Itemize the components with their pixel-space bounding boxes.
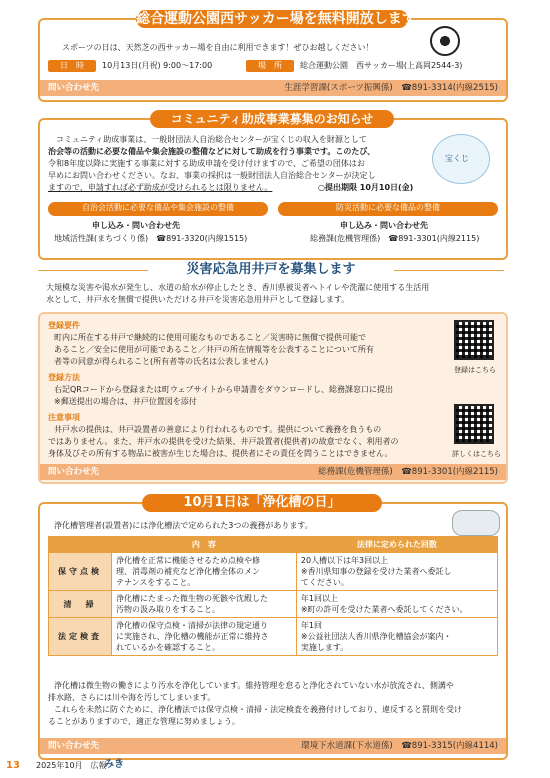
soccer-contact-bar: [40, 80, 506, 96]
septic-foot-3: これらを未然に防ぐために、浄化槽法では保守点検・清掃・法定検査を義務付けしており、違反すると罰則を受け: [54, 705, 462, 714]
issue-label: 2025年10月 広報: [36, 761, 107, 770]
row-content: [112, 618, 297, 656]
row-content-line: 浄化槽にたまった微生物の死骸や沈殿した: [116, 594, 268, 603]
septic-intro: 浄化槽管理者(設置者)には浄化槽法で定められた3つの義務があります。: [54, 521, 313, 530]
grant-para-5: ますので、申請すれば必ず助成が受けられるとは限りません。: [48, 183, 273, 192]
registration-qr-code[interactable]: [454, 320, 494, 360]
septic-banner: 10月1日は「浄化槽の日」: [142, 494, 382, 512]
req-line-3: 者等の同意が得られること(所有者等の氏名は公表しません): [54, 357, 269, 366]
grant-para-4: 早めにお問い合わせください。なお、事業の採択は一般財団法人自治総合センターが決定し: [48, 171, 376, 180]
brand-logo: みき: [104, 759, 124, 770]
row-count-line: ※町の許可を受けた業者へ委託してください。: [300, 605, 468, 614]
grant-left-contact: 地域活性課(まちづくり係) ☎891-3320(内線1515): [54, 234, 248, 243]
note-line-1: 井戸水の提供は、井戸設置者の善意により行われるものです。提供について義務を負うもの: [54, 425, 382, 434]
grant-para-1: コミュニティ助成事業は、一般財団法人自治総合センターが宝くじの収入を財源として: [56, 135, 367, 144]
septic-contact-label: 問い合わせ先: [48, 741, 100, 751]
note-line-3: 身体及びその所有する物品に被害が生じた場合は、提供者にその責任を問うことはできません。: [48, 449, 393, 458]
community-grant-section: [38, 118, 508, 260]
grant-right-contact: 総務課(危機管理係) ☎891-3301(内線2115): [310, 234, 480, 243]
well-banner-line-right: [394, 270, 504, 271]
row-count: [296, 591, 497, 618]
grant-para-3: 令和8年度以降に実施する事業に対する助成申請を受け付けますので、ご希望の団体はお: [48, 159, 365, 168]
mascot-illustration: [432, 134, 490, 184]
row-count-line: 20人槽以下は年3回以上: [300, 556, 389, 565]
well-banner: [38, 262, 504, 278]
grant-left-bar: 自治会活動に必要な備品や集会施設の整備: [48, 202, 268, 216]
row-head: 法定検査: [49, 618, 112, 656]
row-content-line: 浄化槽を正常に機能させるため点検や修: [116, 556, 260, 565]
row-content-line: に実施され、浄化槽の機能が正常に維持さ: [116, 632, 269, 641]
row-content: [112, 553, 297, 591]
qr2-caption: 詳しくはこちら: [452, 450, 501, 458]
place-value: 総合運動公園 西サッカー場(上高岡2544-3): [300, 61, 463, 70]
qr1-caption: 登録はこちら: [454, 366, 496, 374]
note-title: 注意事項: [48, 413, 80, 422]
row-count-line: ※公益社団法人香川県浄化槽協会が案内・: [300, 632, 452, 641]
grant-deadline: ○提出期限 10月10日(金): [318, 183, 414, 192]
septic-foot-1: 浄化槽は微生物の働きにより汚水を浄化しています。維持管理を怠ると浄化されていない水が放流され、側溝や: [54, 681, 454, 690]
septic-section: [38, 502, 508, 760]
row-content-line: 理、消毒剤の補充など浄化槽全体のメン: [116, 567, 260, 576]
table-row: [49, 591, 498, 618]
septic-tank-illustration: [452, 510, 500, 536]
method-title: 登録方法: [48, 373, 80, 382]
method-line-1: 右記QRコードから登録または町ウェブサイトから申請書をダウンロードし、総務課窓口に提出: [54, 385, 393, 394]
row-count-line: 年1回: [300, 621, 322, 630]
note-line-2: ではありません。また、井戸水の提供を受けた結果、井戸設置者(提供者)の故意でなく、利用者の: [48, 437, 399, 446]
row-content-line: 汚物の汲み取りをすること。: [116, 605, 220, 614]
req-line-2: あること／安全に使用が可能であること／井戸の所在情報等を公表することについて所有: [54, 345, 374, 354]
row-head: 保守点検: [49, 553, 112, 591]
well-intro-1: 大規模な災害や渇水が発生し、水道の給水が停止したとき、香川県被災者へトイレや洗濯に使用する生活用: [46, 283, 430, 292]
septic-contact-bar: [40, 738, 506, 754]
duty-header-count: 法律に定められた回数: [296, 537, 497, 553]
well-section: [38, 312, 508, 484]
row-count-line: ※香川県知事の登録を受けた業者へ委託し: [300, 567, 452, 576]
well-banner-title: 災害応急用井戸を募集します: [186, 262, 356, 277]
row-count-line: てください。: [300, 578, 349, 587]
grant-right-apply: 申し込み・問い合わせ先: [340, 221, 428, 230]
req-title: 登録要件: [48, 321, 80, 330]
page-number: 13: [6, 760, 20, 771]
date-value: 10月13日(月祝) 9:00～17:00: [102, 61, 213, 70]
contact-label: 問い合わせ先: [48, 83, 100, 93]
well-intro-2: 水として、井戸水を無償で提供いただける井戸を災害応急用井戸として登録します。: [46, 295, 350, 304]
well-contact-bar: [40, 464, 506, 480]
method-line-2: ※郵送提出の場合は、井戸位置図を添付: [54, 397, 197, 406]
details-qr-code[interactable]: [454, 404, 494, 444]
req-line-1: 町内に所在する井戸で継続的に使用可能なものであること／災害時に無償で提供可能で: [54, 333, 366, 342]
soccer-banner: 総合運動公園西サッカー場を無料開放します: [136, 11, 416, 27]
well-banner-line-left: [38, 270, 148, 271]
soccer-intro: スポーツの日は、天然芝の西サッカー場を自由に利用できます！ぜひお越しください！: [62, 43, 374, 52]
row-content-line: テナンスをすること。: [116, 578, 196, 587]
well-contact-value: 総務課(危機管理係) ☎891-3301(内線2115): [318, 467, 498, 477]
grant-para-2: 治会等の活動に必要な備品や集会施設の整備などに対して助成を行う事業です。このたび、: [48, 147, 376, 156]
septic-foot-2: 排水路、さらには川や海を汚してしまいます。: [48, 693, 216, 702]
row-count: [296, 553, 497, 591]
contact-value: 生涯学習課(スポーツ振興係) ☎891-3314(内線2515): [284, 83, 498, 93]
septic-foot-4: ることがありますので、適正な管理に努めましょう。: [48, 717, 240, 726]
duty-header-content: 内 容: [112, 537, 297, 553]
well-contact-label: 問い合わせ先: [48, 467, 100, 477]
row-content-line: 浄化槽の保守点検・清掃が法律の規定通り: [116, 621, 268, 630]
date-label: 日 時: [48, 60, 96, 72]
grant-left-apply: 申し込み・問い合わせ先: [92, 221, 180, 230]
table-row: [49, 618, 498, 656]
row-content-line: れているかを確認すること。: [116, 643, 220, 652]
grant-banner: コミュニティ助成事業募集のお知らせ: [150, 110, 394, 128]
grant-right-bar: 防災活動に必要な備品の整備: [278, 202, 498, 216]
row-content: [112, 591, 297, 618]
table-row: [49, 553, 498, 591]
duty-table: [48, 536, 498, 656]
place-label: 場 所: [246, 60, 294, 72]
row-count-line: 実施します。: [300, 643, 349, 652]
septic-contact-value: 環境下水道課(下水道係) ☎891-3315(内線4114): [301, 741, 498, 751]
mascot-caption: 宝くじ: [445, 154, 469, 163]
row-count: [296, 618, 497, 656]
row-count-line: 年1回以上: [300, 594, 338, 603]
duty-header-blank: [49, 537, 112, 553]
row-head: 清 掃: [49, 591, 112, 618]
soccer-ball-icon: [430, 26, 460, 56]
